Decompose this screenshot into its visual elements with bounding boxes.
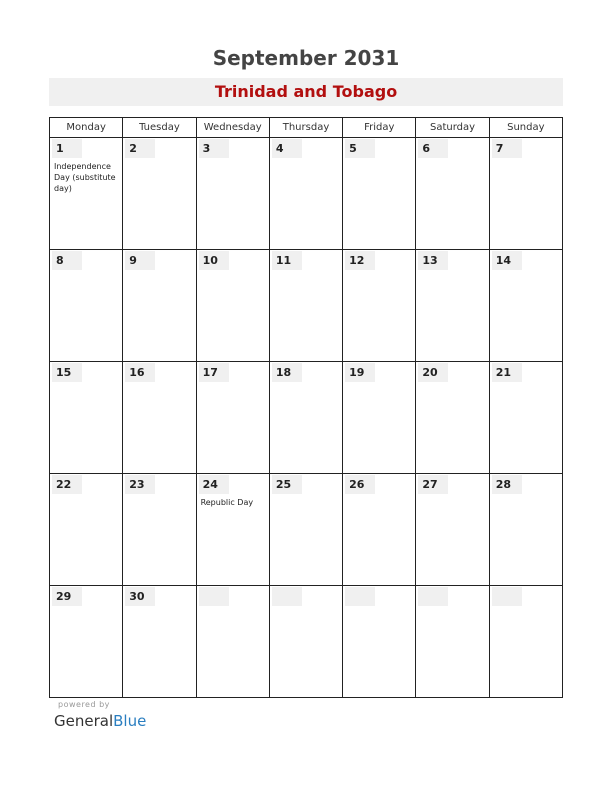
powered-by-label: powered by	[58, 700, 110, 709]
day-cell	[416, 250, 489, 362]
day-number	[345, 587, 375, 606]
holiday-label	[416, 494, 488, 497]
holiday-label	[416, 270, 488, 273]
day-number: 21	[492, 363, 522, 382]
day-number: 4	[272, 139, 302, 158]
day-number	[418, 587, 448, 606]
brand-general-text: General	[54, 712, 114, 730]
day-cell	[50, 138, 123, 250]
day-number	[492, 587, 522, 606]
holiday-label	[416, 382, 488, 385]
page-title: September 2031	[212, 46, 400, 70]
day-cell	[489, 138, 562, 250]
day-number: 5	[345, 139, 375, 158]
day-number: 22	[52, 475, 82, 494]
holiday-label	[270, 270, 342, 273]
day-number	[199, 587, 229, 606]
day-cell	[196, 474, 269, 586]
holiday-label	[490, 270, 562, 273]
day-cell	[269, 474, 342, 586]
holiday-label	[490, 494, 562, 497]
holiday-label	[197, 270, 269, 273]
day-cell	[50, 474, 123, 586]
holiday-label	[197, 382, 269, 385]
day-cell	[196, 362, 269, 474]
day-number: 27	[418, 475, 448, 494]
day-cell	[123, 250, 196, 362]
day-number: 18	[272, 363, 302, 382]
day-cell	[196, 138, 269, 250]
day-cell	[489, 250, 562, 362]
holiday-label: Republic Day	[200, 498, 254, 507]
day-number: 24	[199, 475, 229, 494]
day-cell	[269, 250, 342, 362]
day-number: 17	[199, 363, 229, 382]
day-cell	[489, 362, 562, 474]
holiday-label	[490, 606, 562, 609]
week-row	[50, 250, 563, 362]
weekday-friday: Friday	[343, 118, 416, 138]
holiday-label	[270, 382, 342, 385]
holiday-label	[50, 382, 122, 385]
day-cell	[343, 362, 416, 474]
day-number: 1	[52, 139, 82, 158]
holiday-label	[123, 382, 195, 385]
day-number	[272, 587, 302, 606]
day-cell	[489, 586, 562, 698]
day-number: 14	[492, 251, 522, 270]
generalblue-logo[interactable]	[54, 712, 146, 730]
day-number: 16	[125, 363, 155, 382]
day-number: 15	[52, 363, 82, 382]
holiday-label	[343, 606, 415, 609]
day-cell	[123, 474, 196, 586]
holiday-label	[343, 382, 415, 385]
weekday-thursday: Thursday	[269, 118, 342, 138]
day-number: 6	[418, 139, 448, 158]
week-row	[50, 586, 563, 698]
brand-blue-text: Blue	[113, 712, 147, 730]
holiday-label	[416, 606, 488, 609]
day-cell	[343, 250, 416, 362]
week-row	[50, 138, 563, 250]
holiday-label	[343, 158, 415, 161]
weekday-sunday: Sunday	[489, 118, 562, 138]
day-cell	[50, 586, 123, 698]
holiday-label	[270, 158, 342, 161]
holiday-label	[490, 382, 562, 385]
holiday-label	[343, 494, 415, 497]
day-cell	[123, 586, 196, 698]
day-cell	[196, 250, 269, 362]
day-cell	[123, 362, 196, 474]
holiday-label	[270, 606, 342, 609]
weekday-tuesday: Tuesday	[123, 118, 196, 138]
day-cell	[269, 586, 342, 698]
calendar-grid	[49, 117, 563, 698]
weekday-saturday: Saturday	[416, 118, 489, 138]
weekday-header-row	[50, 118, 563, 138]
holiday-label: Independence Day (substitute day)	[54, 162, 116, 193]
weekday-monday: Monday	[50, 118, 123, 138]
day-cell	[123, 138, 196, 250]
day-cell	[416, 586, 489, 698]
day-number: 3	[199, 139, 229, 158]
day-cell	[416, 138, 489, 250]
day-number: 20	[418, 363, 448, 382]
day-number: 7	[492, 139, 522, 158]
day-number: 9	[125, 251, 155, 270]
day-cell	[343, 474, 416, 586]
week-row	[50, 474, 563, 586]
day-number: 10	[199, 251, 229, 270]
holiday-label	[50, 494, 122, 497]
day-cell	[343, 586, 416, 698]
day-number: 26	[345, 475, 375, 494]
weekday-wednesday: Wednesday	[196, 118, 269, 138]
holiday-label	[490, 158, 562, 161]
holiday-label	[123, 606, 195, 609]
holiday-label	[123, 494, 195, 497]
holiday-label	[270, 494, 342, 497]
holiday-label	[50, 606, 122, 609]
holiday-label	[416, 158, 488, 161]
holiday-label	[343, 270, 415, 273]
day-number: 8	[52, 251, 82, 270]
day-cell	[269, 138, 342, 250]
holiday-label	[197, 158, 269, 161]
day-number: 13	[418, 251, 448, 270]
day-number: 11	[272, 251, 302, 270]
day-cell	[416, 474, 489, 586]
day-cell	[196, 586, 269, 698]
day-number: 25	[272, 475, 302, 494]
day-cell	[416, 362, 489, 474]
day-number: 12	[345, 251, 375, 270]
holiday-label	[123, 158, 195, 161]
holiday-label	[123, 270, 195, 273]
day-cell	[269, 362, 342, 474]
week-row	[50, 362, 563, 474]
day-cell	[489, 474, 562, 586]
holiday-label	[197, 606, 269, 609]
day-cell	[50, 362, 123, 474]
day-number: 23	[125, 475, 155, 494]
day-number: 30	[125, 587, 155, 606]
day-number: 19	[345, 363, 375, 382]
country-title: Trinidad and Tobago	[49, 78, 563, 106]
day-number: 2	[125, 139, 155, 158]
day-cell	[50, 250, 123, 362]
day-number: 28	[492, 475, 522, 494]
day-number: 29	[52, 587, 82, 606]
day-cell	[343, 138, 416, 250]
holiday-label	[50, 270, 122, 273]
